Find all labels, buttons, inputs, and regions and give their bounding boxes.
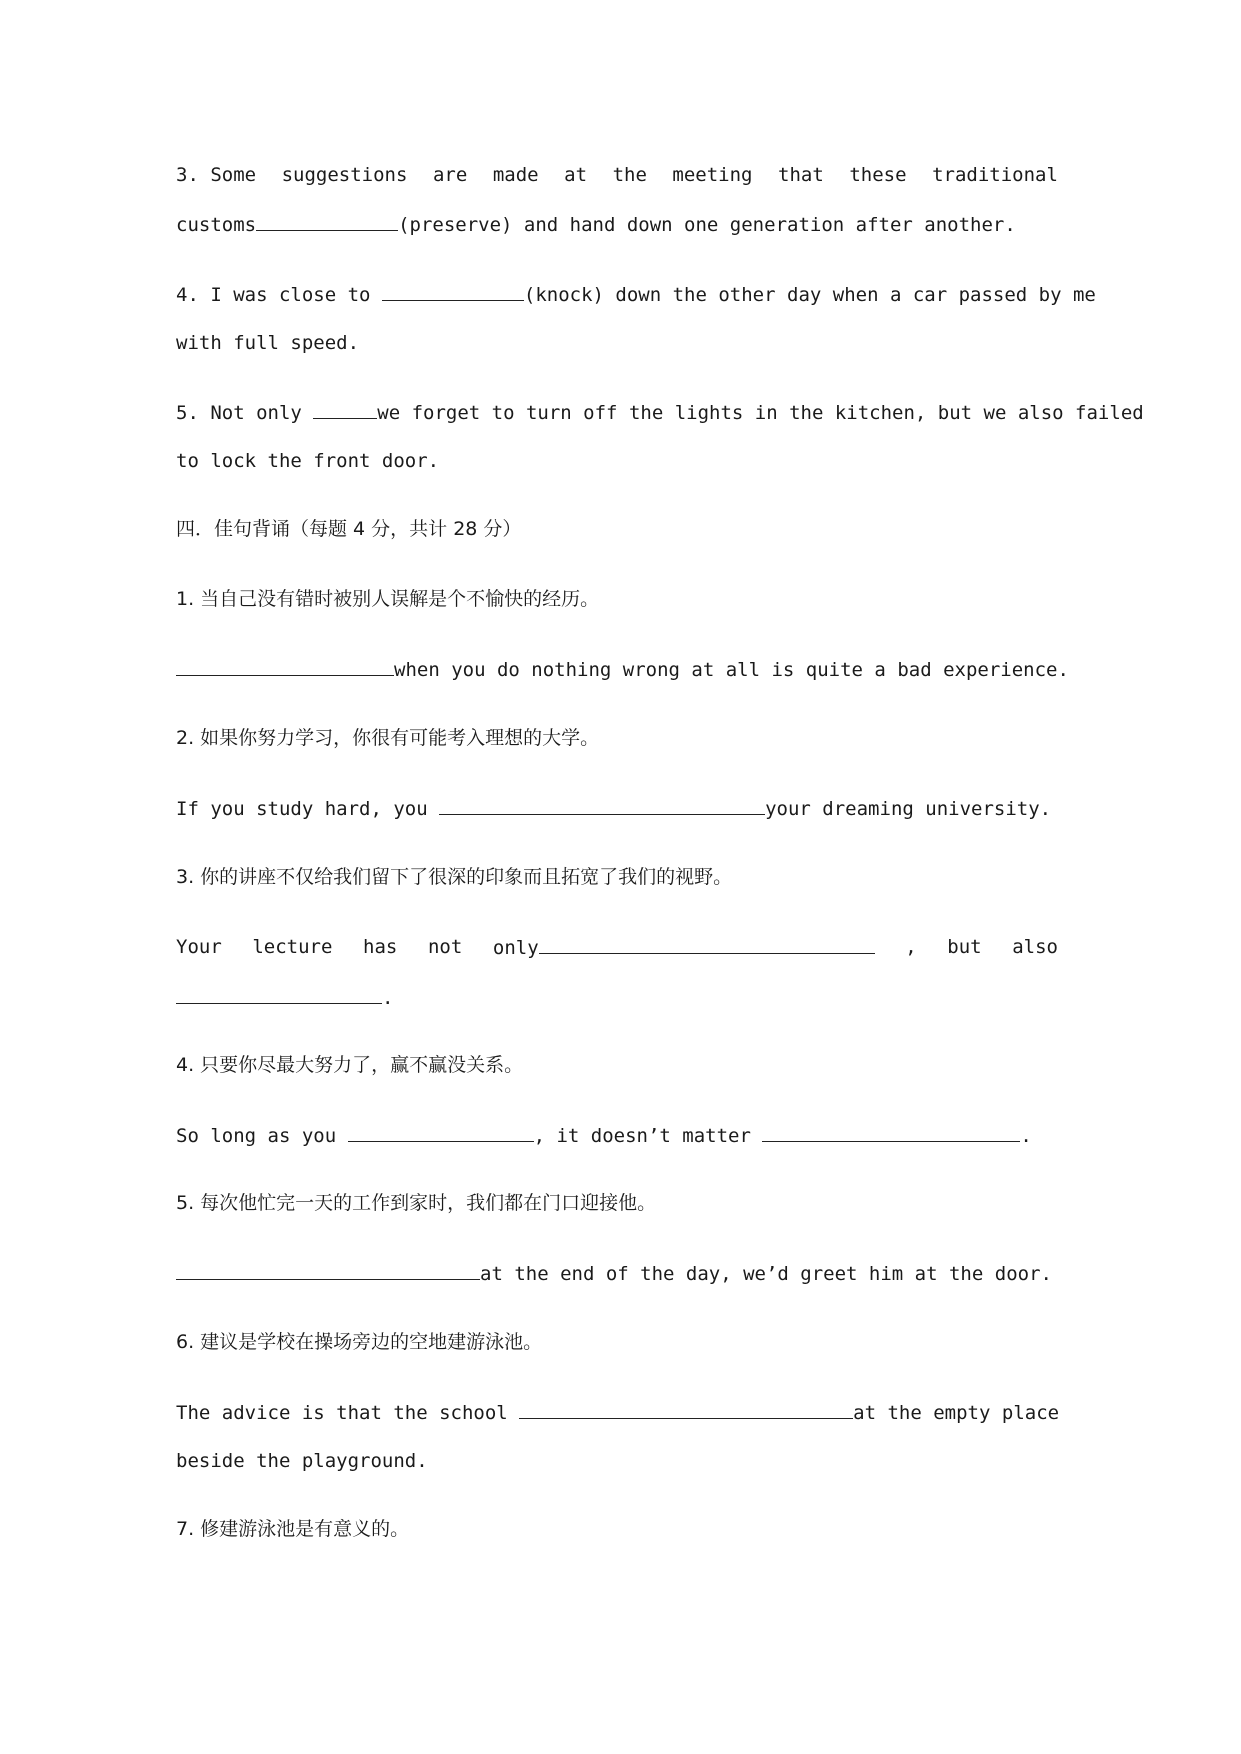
- item6-answer-blank[interactable]: [519, 1399, 853, 1419]
- q4-answer-blank[interactable]: [382, 281, 524, 301]
- q4-text-before: 4. I was close to: [176, 284, 382, 306]
- q3-text-before: customs: [176, 214, 257, 236]
- q3-text-after: (preserve) and hand down one generation after another.: [398, 214, 1016, 236]
- item4-english: [176, 1122, 1058, 1149]
- q4-line1: [176, 281, 1096, 308]
- item3-answer-blank-1[interactable]: [539, 934, 875, 954]
- item3-word: not: [427, 936, 463, 958]
- item3-english-line2: [176, 984, 1058, 1011]
- item3-end: .: [382, 987, 394, 1009]
- q3-word: suggestions: [281, 164, 408, 186]
- q3-line1: [176, 162, 1058, 188]
- q5-line2: to lock the front door.: [176, 450, 440, 472]
- item6-text-before: The advice is that the school: [176, 1402, 520, 1424]
- item1-answer-blank[interactable]: [176, 656, 394, 676]
- item4-text-mid: , it doesn’t matter: [533, 1125, 763, 1147]
- item6-english-line2: beside the playground.: [176, 1450, 428, 1472]
- item4-answer-blank-1[interactable]: [348, 1122, 534, 1142]
- item4-chinese: 4. 只要你尽最大努力了，赢不赢没关系。: [176, 1054, 524, 1076]
- item4-answer-blank-2[interactable]: [762, 1122, 1020, 1142]
- q3-word: are: [432, 164, 468, 186]
- item6-english-line1: [176, 1399, 1058, 1426]
- q3-word: meeting: [672, 164, 753, 186]
- q4-text-after: (knock) down the other day when a car passed by me: [523, 284, 1096, 306]
- item2-chinese: 2. 如果你努力学习，你很有可能考入理想的大学。: [176, 727, 600, 749]
- item3-word: lecture: [252, 936, 333, 958]
- item3-english-line1: [176, 934, 1058, 961]
- item3-comma: ,: [905, 936, 917, 958]
- q3-word: made: [492, 164, 539, 186]
- item3-only: only: [492, 937, 539, 959]
- item2-text-after: your dreaming university.: [765, 798, 1052, 820]
- item1-english: [176, 656, 1069, 683]
- item2-english: [176, 795, 1058, 822]
- item3-answer-blank-2[interactable]: [176, 984, 382, 1004]
- q5-text-after: we forget to turn off the lights in the kitchen, but we also failed: [377, 402, 1144, 424]
- q5-text-before: 5. Not only: [176, 402, 314, 424]
- q3-word: traditional: [932, 164, 1058, 186]
- q3-word: the: [612, 164, 647, 186]
- q3-word: that: [778, 164, 824, 186]
- item3-chinese: 3. 你的讲座不仅给我们留下了很深的印象而且拓宽了我们的视野。: [176, 866, 733, 888]
- q4-line2: with full speed.: [176, 332, 360, 354]
- item4-end: .: [1020, 1125, 1032, 1147]
- q3-word: at: [564, 164, 588, 186]
- item3-word: has: [363, 936, 398, 958]
- q3-line2: [176, 211, 1058, 238]
- item1-text-after: when you do nothing wrong at all is quite a bad experience.: [394, 659, 1069, 681]
- section-heading: 四．佳句背诵（每题 4 分，共计 28 分）: [176, 518, 522, 540]
- q5-line1: [176, 399, 1144, 426]
- item3-only-group: [493, 934, 875, 961]
- item5-answer-blank[interactable]: [176, 1260, 480, 1280]
- item2-answer-blank[interactable]: [439, 795, 765, 815]
- item1-chinese: 1. 当自己没有错时被别人误解是个不愉快的经历。: [176, 588, 600, 610]
- item5-chinese: 5. 每次他忙完一天的工作到家时，我们都在门口迎接他。: [176, 1192, 657, 1214]
- item6-text-after: at the empty place: [853, 1402, 1060, 1424]
- q3-word: 3. Some: [176, 164, 257, 186]
- q3-answer-blank[interactable]: [256, 211, 398, 231]
- item3-word: Your: [176, 936, 222, 958]
- q5-answer-blank[interactable]: [313, 399, 377, 419]
- item3-also: also: [1012, 936, 1058, 958]
- item2-text-before: If you study hard, you: [176, 798, 440, 820]
- item7-chinese: 7. 修建游泳池是有意义的。: [176, 1518, 410, 1540]
- q3-word: these: [849, 164, 907, 186]
- item5-english: [176, 1260, 1058, 1287]
- item4-text-before: So long as you: [176, 1125, 348, 1147]
- item6-chinese: 6. 建议是学校在操场旁边的空地建游泳池。: [176, 1331, 543, 1353]
- item5-text-after: at the end of the day, we’d greet him at the door.: [480, 1263, 1052, 1285]
- item3-but: but: [947, 936, 982, 958]
